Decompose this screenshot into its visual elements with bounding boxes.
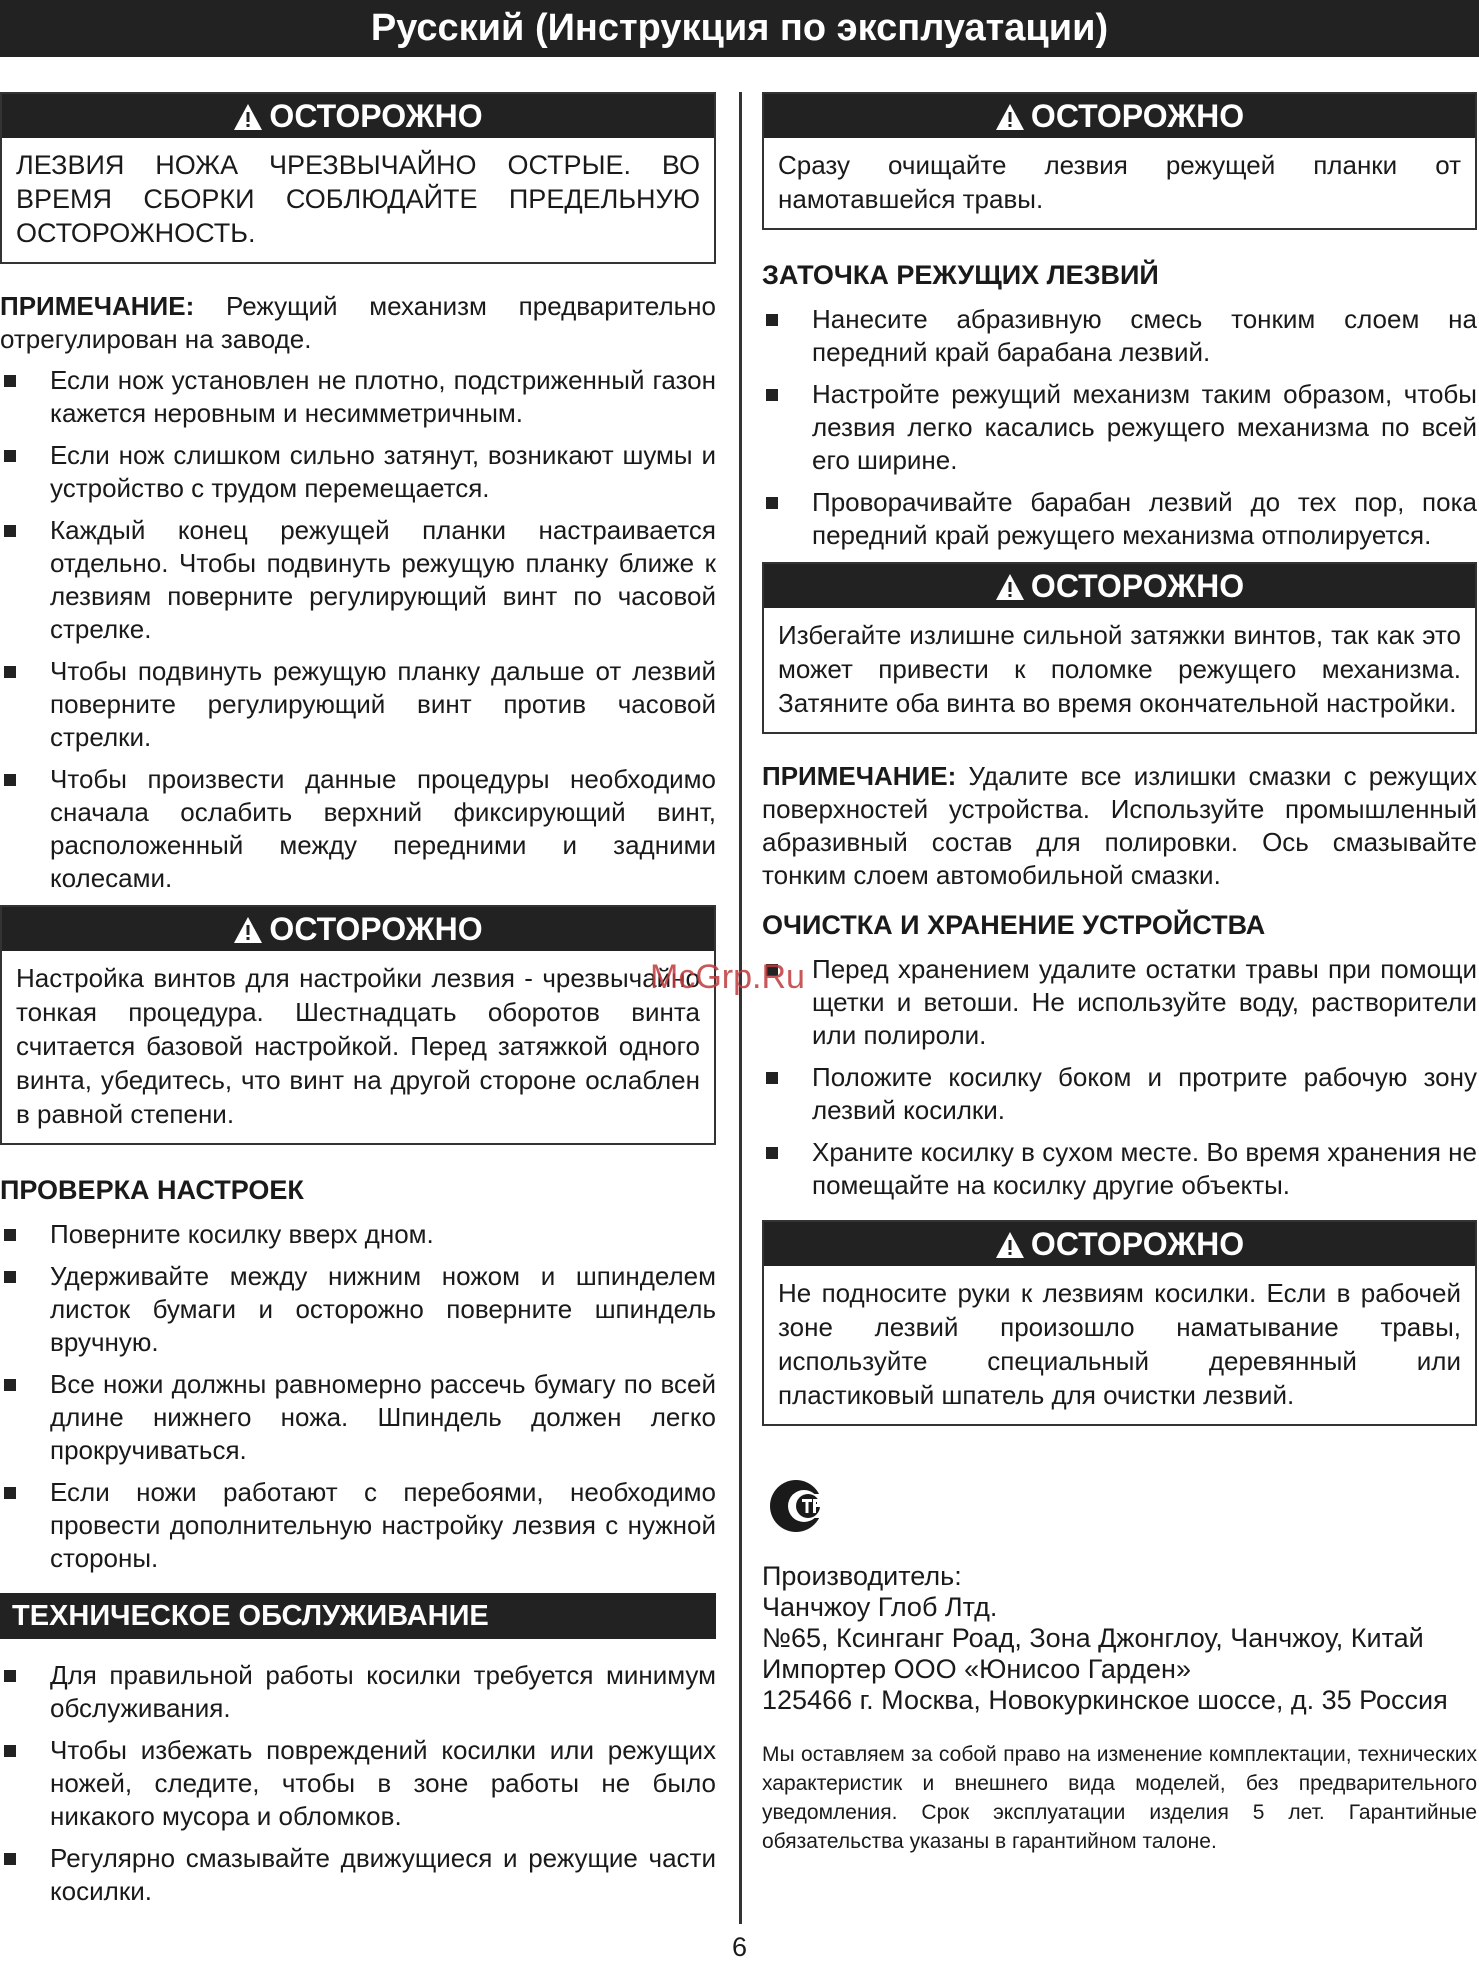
warning-text: Сразу очищайте лезвия режущей планки от намотавшейся травы. (778, 150, 1461, 214)
bullet-icon (4, 1670, 16, 1682)
bullet-icon (4, 666, 16, 678)
warning-text: Избегайте излишне сильной затяжки винтов, так как это может привести к поломке режущего механизма. Затяните оба винта во время окончательной настройки. (778, 620, 1461, 718)
importer-name: Импортер ООО «Юнисоо Гарден» (762, 1654, 1191, 1684)
note-factory-adjusted (0, 290, 716, 356)
list-item: Чтобы избежать повреждений косилки или режущих ножей, следите, чтобы в зоне работы не было никакого мусора и обломков. (0, 1734, 716, 1833)
list-item: Проворачивайте барабан лезвий до тех пор, пока передний край режущего механизма отполируется. (762, 486, 1477, 552)
section-heading-maintenance: ТЕХНИЧЕСКОЕ ОБСЛУЖИВАНИЕ (0, 1593, 716, 1639)
watermark: McGrp.Ru (650, 958, 805, 996)
warning-triangle-icon (233, 103, 263, 131)
warning-label: ОСТОРОЖНО (1030, 98, 1245, 134)
warning-text: Не подносите руки к лезвиям косилки. Если в рабочей зоне лезвий произошло наматывание травы, используйте специальный деревянный или пластиковый шпатель для очистки лезвий. (778, 1278, 1461, 1410)
warning-label: ОСТОРОЖНО (1030, 568, 1245, 604)
page-number: 6 (731, 1932, 748, 1962)
note-text: Удалите все излишки смазки с режущих поверхностей устройства. Используйте промышленный абразивный состав для полировки. Ось смазывайте тонким слоем автомобильной смазки. (762, 761, 1477, 890)
bullet-icon (4, 525, 16, 537)
bullet-icon (4, 1271, 16, 1283)
eac-certification-logo-icon (764, 1474, 836, 1538)
page-title: Русский (Инструкция по эксплуатации) (0, 0, 1479, 57)
section-heading-check-settings: ПРОВЕРКА НАСТРОЕК (0, 1175, 304, 1205)
bullet-icon (766, 497, 778, 509)
left-column (0, 92, 716, 1918)
list-item: Регулярно смазывайте движущиеся и режущие части косилки. (0, 1842, 716, 1908)
warning-label: ОСТОРОЖНО (269, 911, 483, 947)
warning-triangle-icon (995, 1231, 1025, 1259)
bullet-icon (4, 1379, 16, 1391)
bullet-icon (766, 314, 778, 326)
warning-header (764, 564, 1475, 608)
warning-triangle-icon (995, 103, 1025, 131)
cleaning-storage-list (762, 953, 1477, 1202)
bullet-icon (4, 1229, 16, 1241)
warning-triangle-icon (995, 573, 1025, 601)
warning-header (2, 907, 714, 951)
manufacturer-address: №65, Ксинганг Роад, Зона Джонглоу, Чанчжоу, Китай (762, 1623, 1424, 1653)
sharpening-list (762, 303, 1477, 552)
warning-header (764, 94, 1475, 138)
list-item: Удерживайте между нижним ножом и шпинделем листок бумаги и осторожно поверните шпиндель вручную. (0, 1260, 716, 1359)
list-item: Если нож установлен не плотно, подстриженный газон кажется неровным и несимметричным. (0, 364, 716, 430)
list-item: Поверните косилку вверх дном. (0, 1218, 716, 1251)
warning-header (2, 94, 714, 138)
list-item: Если нож слишком сильно затянут, возникают шумы и устройство с трудом перемещается. (0, 439, 716, 505)
manufacturer-info (762, 1561, 1477, 1716)
manufacturer-name: Чанчжоу Глоб Лтд. (762, 1592, 998, 1622)
adjustment-list (0, 364, 716, 895)
warning-box-hands-away (762, 1220, 1477, 1426)
disclaimer: Мы оставляем за собой право на изменение комплектации, технических характеристик и внешнего вида моделей, без предварительного уведомления. Срок эксплуатации изделия 5 лет. Гарантийные обязательства указаны в гарантийном талоне. (762, 1743, 1477, 1853)
bullet-icon (4, 450, 16, 462)
manufacturer-label: Производитель: (762, 1561, 962, 1591)
note-label: ПРИМЕЧАНИЕ: (0, 291, 195, 321)
check-settings-list (0, 1218, 716, 1575)
bullet-icon (4, 774, 16, 786)
warning-text: ЛЕЗВИЯ НОЖА ЧРЕЗВЫЧАЙНО ОСТРЫЕ. ВО ВРЕМЯ СБОРКИ СОБЛЮДАЙТЕ ПРЕДЕЛЬНУЮ ОСТОРОЖНОСТЬ. (16, 150, 700, 248)
section-heading-cleaning-storage: ОЧИСТКА И ХРАНЕНИЕ УСТРОЙСТВА (762, 910, 1266, 940)
importer-address: 125466 г. Москва, Новокуркинское шоссе, д. 35 Россия (762, 1685, 1448, 1715)
bullet-icon (4, 1745, 16, 1757)
bullet-icon (766, 1072, 778, 1084)
list-item: Настройте режущий механизм таким образом, чтобы лезвия легко касались режущего механизма по всей его ширине. (762, 378, 1477, 477)
list-item: Нанесите абразивную смесь тонким слоем на передний край барабана лезвий. (762, 303, 1477, 369)
column-divider (739, 92, 742, 1924)
warning-box-blades-sharp (0, 92, 716, 264)
bullet-icon (4, 1487, 16, 1499)
note-label: ПРИМЕЧАНИЕ: (762, 761, 957, 791)
warning-box-clean-grass (762, 92, 1477, 230)
right-column (762, 92, 1477, 1856)
list-item: Храните косилку в сухом месте. Во время хранения не помещайте на косилку другие объекты. (762, 1136, 1477, 1202)
note-text: Режущий механизм предварительно отрегулирован на заводе. (0, 291, 716, 354)
list-item: Положите косилку боком и протрите рабочую зону лезвий косилки. (762, 1061, 1477, 1127)
note-lubrication (762, 760, 1477, 892)
warning-header (764, 1222, 1475, 1266)
section-heading-sharpening: ЗАТОЧКА РЕЖУЩИХ ЛЕЗВИЙ (762, 260, 1159, 290)
list-item: Все ножи должны равномерно рассечь бумагу по всей длине нижнего ножа. Шпиндель должен легко прокручиваться. (0, 1368, 716, 1467)
warning-box-screw-adjustment (0, 905, 716, 1145)
warning-label: ОСТОРОЖНО (269, 98, 483, 134)
warning-text: Настройка винтов для настройки лезвия - чрезвычайно тонкая процедура. Шестнадцать оборотов винта считается базовой настройкой. Перед затяжкой одного винта, убедитесь, что винт на другой стороне ослаблен в равной степени. (16, 963, 700, 1129)
list-item: Чтобы произвести данные процедуры необходимо сначала ослабить верхний фиксирующий винт, расположенный между передними и задними колесами. (0, 763, 716, 895)
bullet-icon (4, 375, 16, 387)
bullet-icon (766, 389, 778, 401)
bullet-icon (766, 1147, 778, 1159)
list-item: Если ножи работают с перебоями, необходимо провести дополнительную настройку лезвия с нужной стороны. (0, 1476, 716, 1575)
warning-triangle-icon (233, 916, 263, 944)
list-item: Для правильной работы косилки требуется минимум обслуживания. (0, 1659, 716, 1725)
warning-box-screw-tightening (762, 562, 1477, 734)
list-item: Каждый конец режущей планки настраивается отдельно. Чтобы подвинуть режущую планку ближе к лезвиям поверните регулирующий винт по часовой стрелке. (0, 514, 716, 646)
bullet-icon (4, 1853, 16, 1865)
list-item: Чтобы подвинуть режущую планку дальше от лезвий поверните регулирующий винт против часовой стрелки. (0, 655, 716, 754)
maintenance-list (0, 1659, 716, 1908)
warning-label: ОСТОРОЖНО (1030, 1226, 1245, 1262)
list-item: Перед хранением удалите остатки травы при помощи щетки и ветоши. Не используйте воду, растворители или полироли. (762, 953, 1477, 1052)
